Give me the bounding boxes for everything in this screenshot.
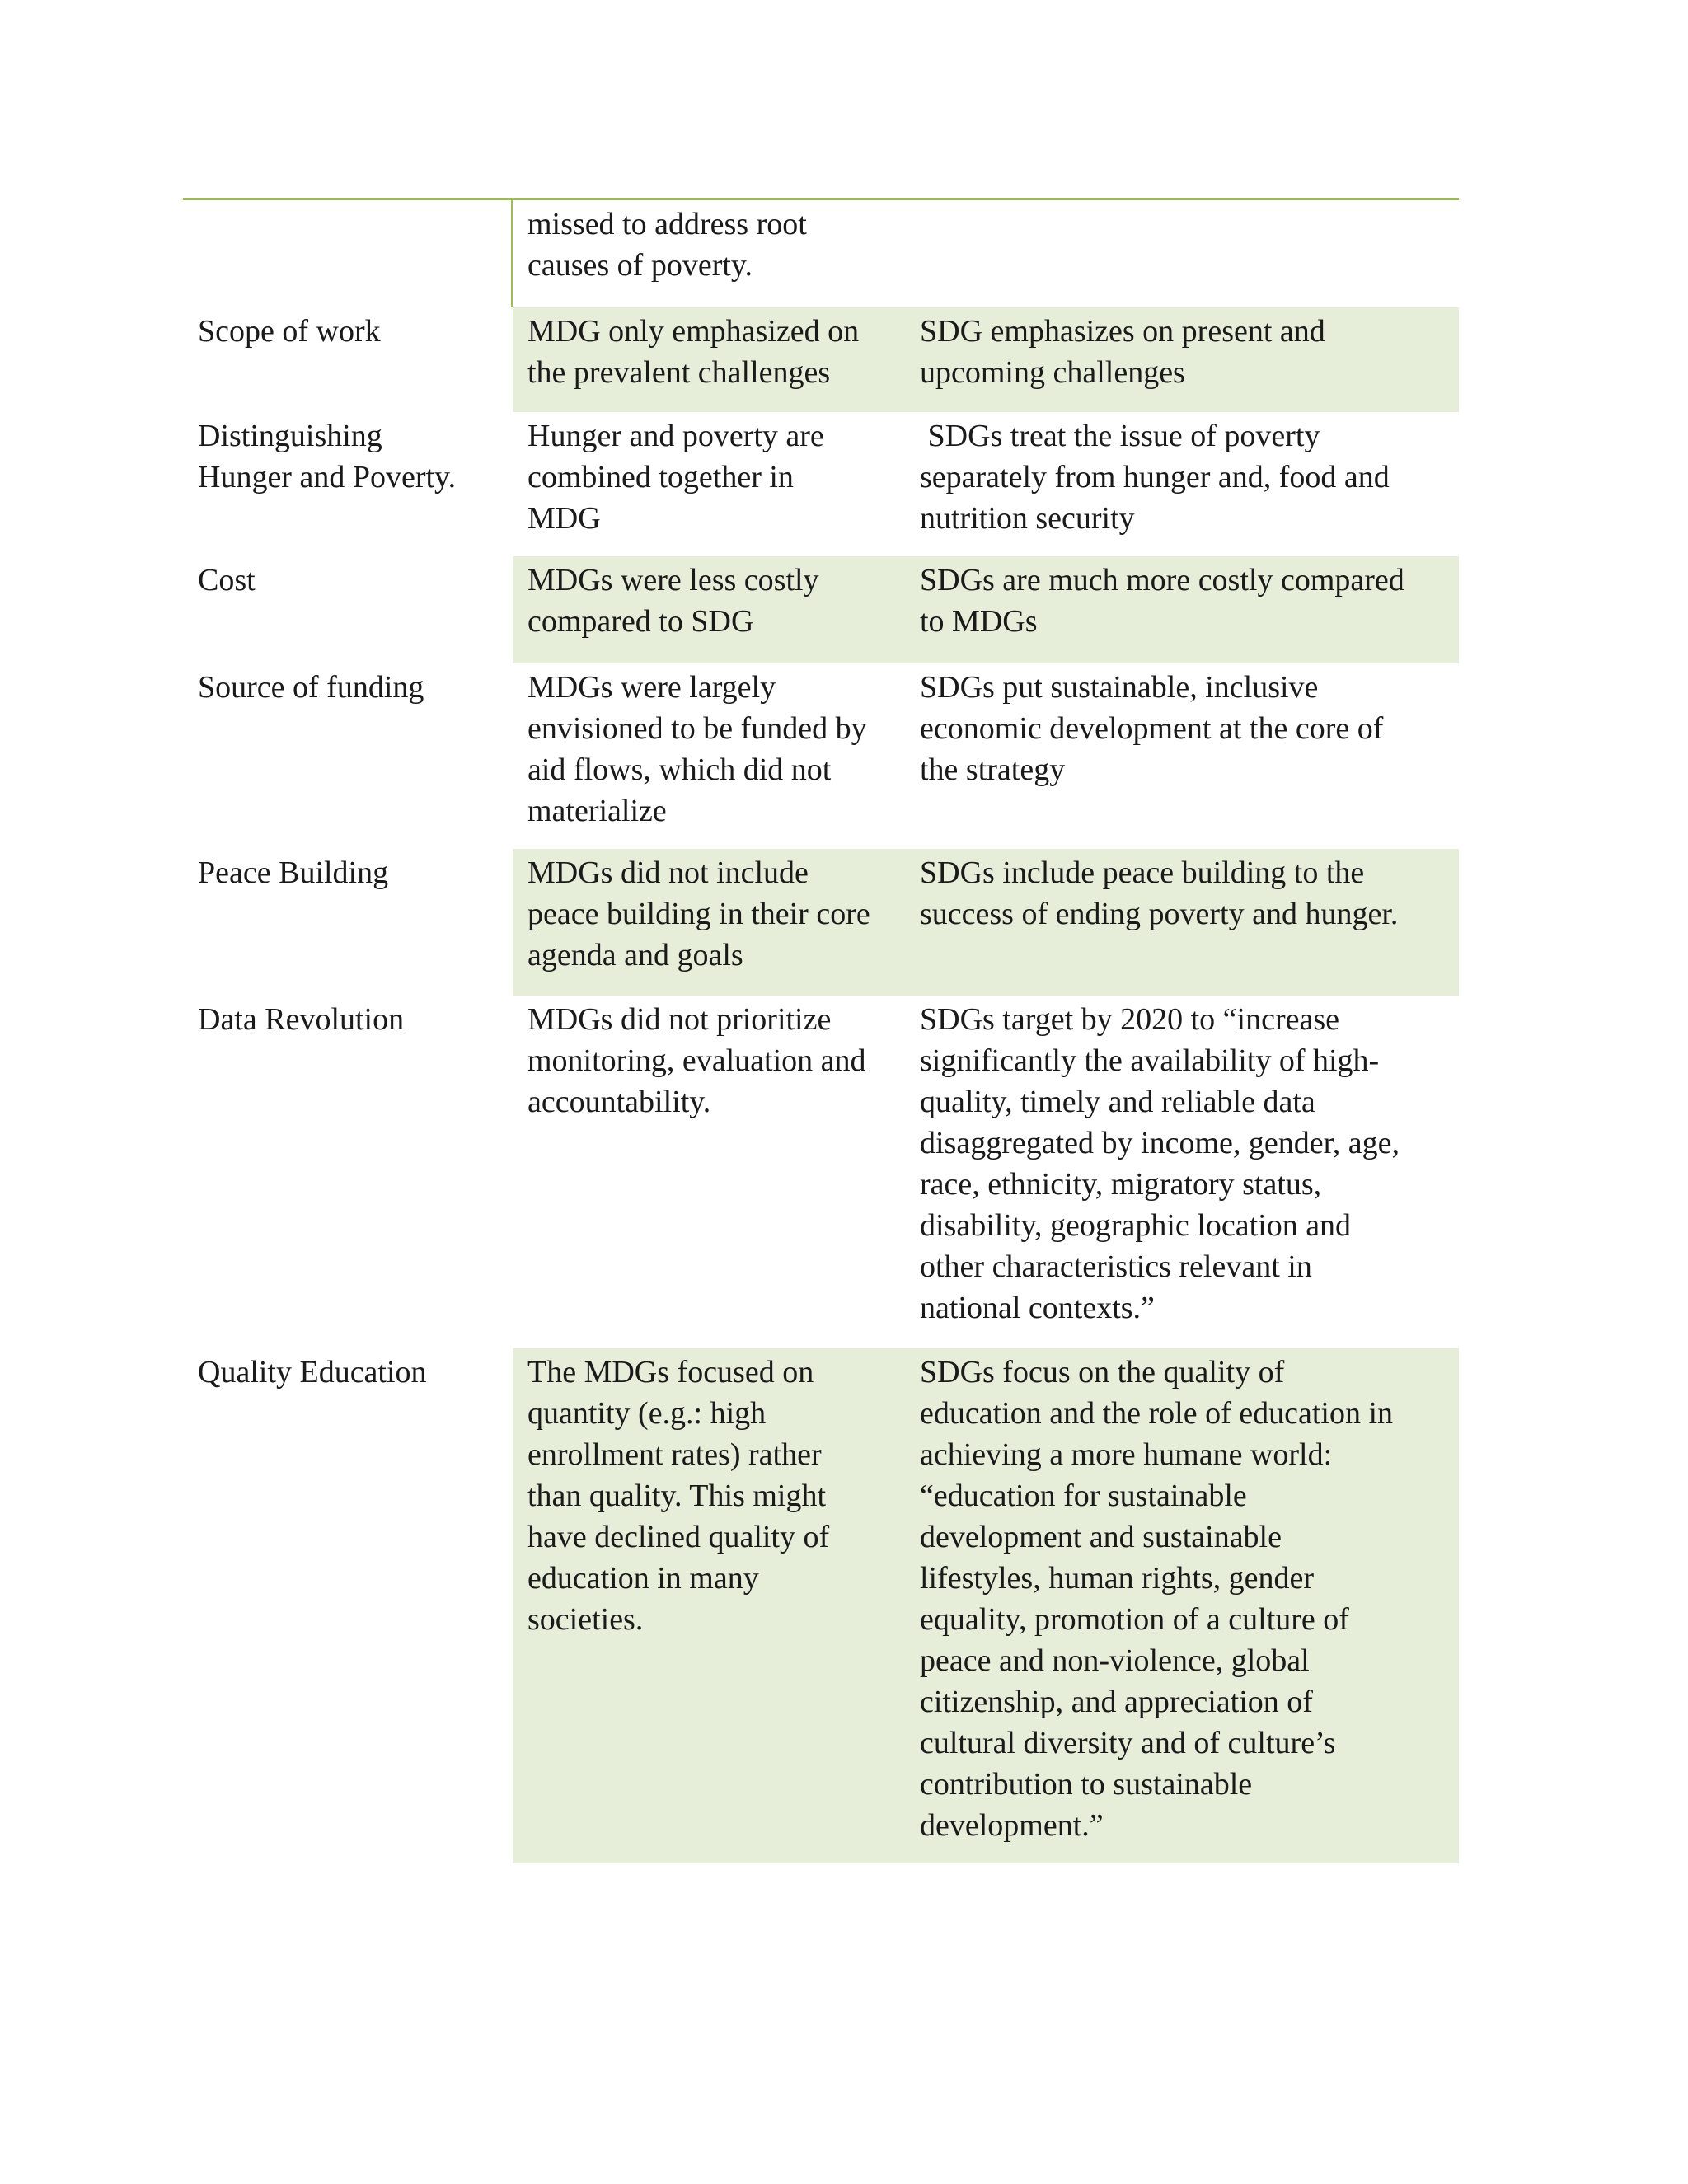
cell-text-line: SDGs treat the issue of poverty (920, 419, 1320, 453)
cell-text-line: SDG emphasizes on present and (920, 314, 1325, 349)
row-label-cell (183, 1348, 513, 1863)
cell-text-line: than quality. This might (528, 1479, 827, 1513)
cell-text-line: development and sustainable (920, 1520, 1282, 1554)
cell-text-line: Hunger and poverty are (528, 419, 824, 453)
cell-text-line: equality, promotion of a culture of (920, 1602, 1349, 1637)
cell-text-line: monitoring, evaluation and (528, 1043, 866, 1078)
row-label-cell (183, 556, 513, 663)
mdg-cell (513, 200, 905, 307)
mdg-cell (513, 663, 905, 849)
cell-text-line: national contexts.” (920, 1291, 1155, 1325)
sdg-cell (905, 996, 1459, 1348)
cell-text-line: MDG only emphasized on (528, 314, 860, 349)
cell-text-line: SDGs are much more costly compared (920, 563, 1404, 598)
cell-text-line: separately from hunger and, food and (920, 460, 1390, 494)
row-label: Scope of work (198, 314, 381, 349)
cell-text-line: aid flows, which did not (528, 752, 832, 787)
cell-text-line: accountability. (528, 1085, 711, 1119)
cell-text-line: nutrition security (920, 501, 1135, 536)
row-label: Cost (198, 563, 256, 598)
mdg-cell (513, 307, 905, 412)
row-label: Quality Education (198, 1355, 427, 1390)
cell-text-line: “education for sustainable (920, 1479, 1247, 1513)
cell-text-line: economic development at the core of (920, 711, 1384, 746)
cell-text-line: enrollment rates) rather (528, 1437, 822, 1472)
row-label-cell (183, 996, 513, 1348)
cell-text-line: missed to address root (528, 207, 807, 241)
sdg-cell (905, 556, 1459, 663)
cell-text-line: to MDGs (920, 604, 1038, 639)
cell-text-line: lifestyles, human rights, gender (920, 1561, 1315, 1596)
cell-text-line: quantity (e.g.: high (528, 1396, 767, 1431)
cell-text-line: disability, geographic location and (920, 1208, 1352, 1243)
table-row (183, 849, 1459, 996)
cell-text-line: cultural diversity and of culture’s (920, 1726, 1336, 1760)
cell-text-line: success of ending poverty and hunger. (920, 897, 1399, 931)
sdg-cell (905, 307, 1459, 412)
cell-text-line: MDGs were less costly (528, 563, 819, 598)
row-label-cell (183, 307, 513, 412)
cell-text-line: societies. (528, 1602, 644, 1637)
row-label-cell (183, 412, 513, 556)
cell-text-line: combined together in (528, 460, 794, 494)
mdg-cell (513, 556, 905, 663)
cell-text-line: MDGs did not include (528, 855, 809, 890)
sdg-cell (905, 200, 1459, 307)
cell-text-line: SDGs focus on the quality of (920, 1355, 1285, 1390)
table-row (183, 556, 1459, 663)
cell-text-line: education in many (528, 1561, 759, 1596)
cell-text-line: MDGs were largely (528, 670, 776, 705)
table-row (183, 307, 1459, 412)
cell-text-line: compared to SDG (528, 604, 754, 639)
cell-text-line: causes of poverty. (528, 248, 753, 283)
cell-text-line: the prevalent challenges (528, 355, 831, 390)
row-label: Source of funding (198, 670, 424, 705)
cell-text-line: quality, timely and reliable data (920, 1085, 1315, 1119)
cell-text-line: MDG (528, 501, 601, 536)
cell-text-line: achieving a more humane world: (920, 1437, 1333, 1472)
cell-text-line: agenda and goals (528, 938, 743, 972)
mdg-cell (513, 996, 905, 1348)
mdg-cell (513, 1348, 905, 1863)
sdg-cell (905, 849, 1459, 996)
mdg-cell (513, 412, 905, 556)
row-label-cell (183, 200, 513, 307)
cell-text-line: SDGs put sustainable, inclusive (920, 670, 1319, 705)
cell-text-line: envisioned to be funded by (528, 711, 867, 746)
cell-text-line: have declined quality of (528, 1520, 830, 1554)
cell-text-line: peace building in their core (528, 897, 870, 931)
cell-text-line: upcoming challenges (920, 355, 1185, 390)
cell-text-line: significantly the availability of high- (920, 1043, 1380, 1078)
cell-text-line: development.” (920, 1808, 1104, 1843)
cell-text-line: MDGs did not prioritize (528, 1002, 832, 1037)
cell-text-line: SDGs include peace building to the (920, 855, 1365, 890)
cell-text-line: disaggregated by income, gender, age, (920, 1126, 1400, 1160)
cell-text-line: peace and non-violence, global (920, 1643, 1310, 1678)
cell-text-line: citizenship, and appreciation of (920, 1685, 1313, 1719)
row-label-cell (183, 663, 513, 849)
sdg-cell (905, 412, 1459, 556)
cell-text-line: contribution to sustainable (920, 1767, 1253, 1802)
cell-text-line: materialize (528, 794, 667, 828)
cell-text-line: the strategy (920, 752, 1066, 787)
table-row (183, 1348, 1459, 1863)
table-row (183, 200, 1459, 307)
cell-text-line: education and the role of education in (920, 1396, 1394, 1431)
sdg-cell (905, 1348, 1459, 1863)
mdg-cell (513, 849, 905, 996)
cell-text-line: SDGs target by 2020 to “increase (920, 1002, 1340, 1037)
cell-text-line: other characteristics relevant in (920, 1249, 1312, 1284)
row-label: Peace Building (198, 855, 389, 890)
table-row (183, 412, 1459, 556)
cell-text-line: race, ethnicity, migratory status, (920, 1167, 1322, 1202)
row-label: Data Revolution (198, 1002, 405, 1037)
row-label: Distinguishing (198, 419, 382, 453)
row-label: Hunger and Poverty. (198, 460, 457, 494)
table-row (183, 996, 1459, 1348)
row-label-cell (183, 849, 513, 996)
sdg-cell (905, 663, 1459, 849)
cell-text-line: The MDGs focused on (528, 1355, 814, 1390)
mdg-sdg-comparison-table (183, 198, 1459, 1863)
table-row (183, 663, 1459, 849)
